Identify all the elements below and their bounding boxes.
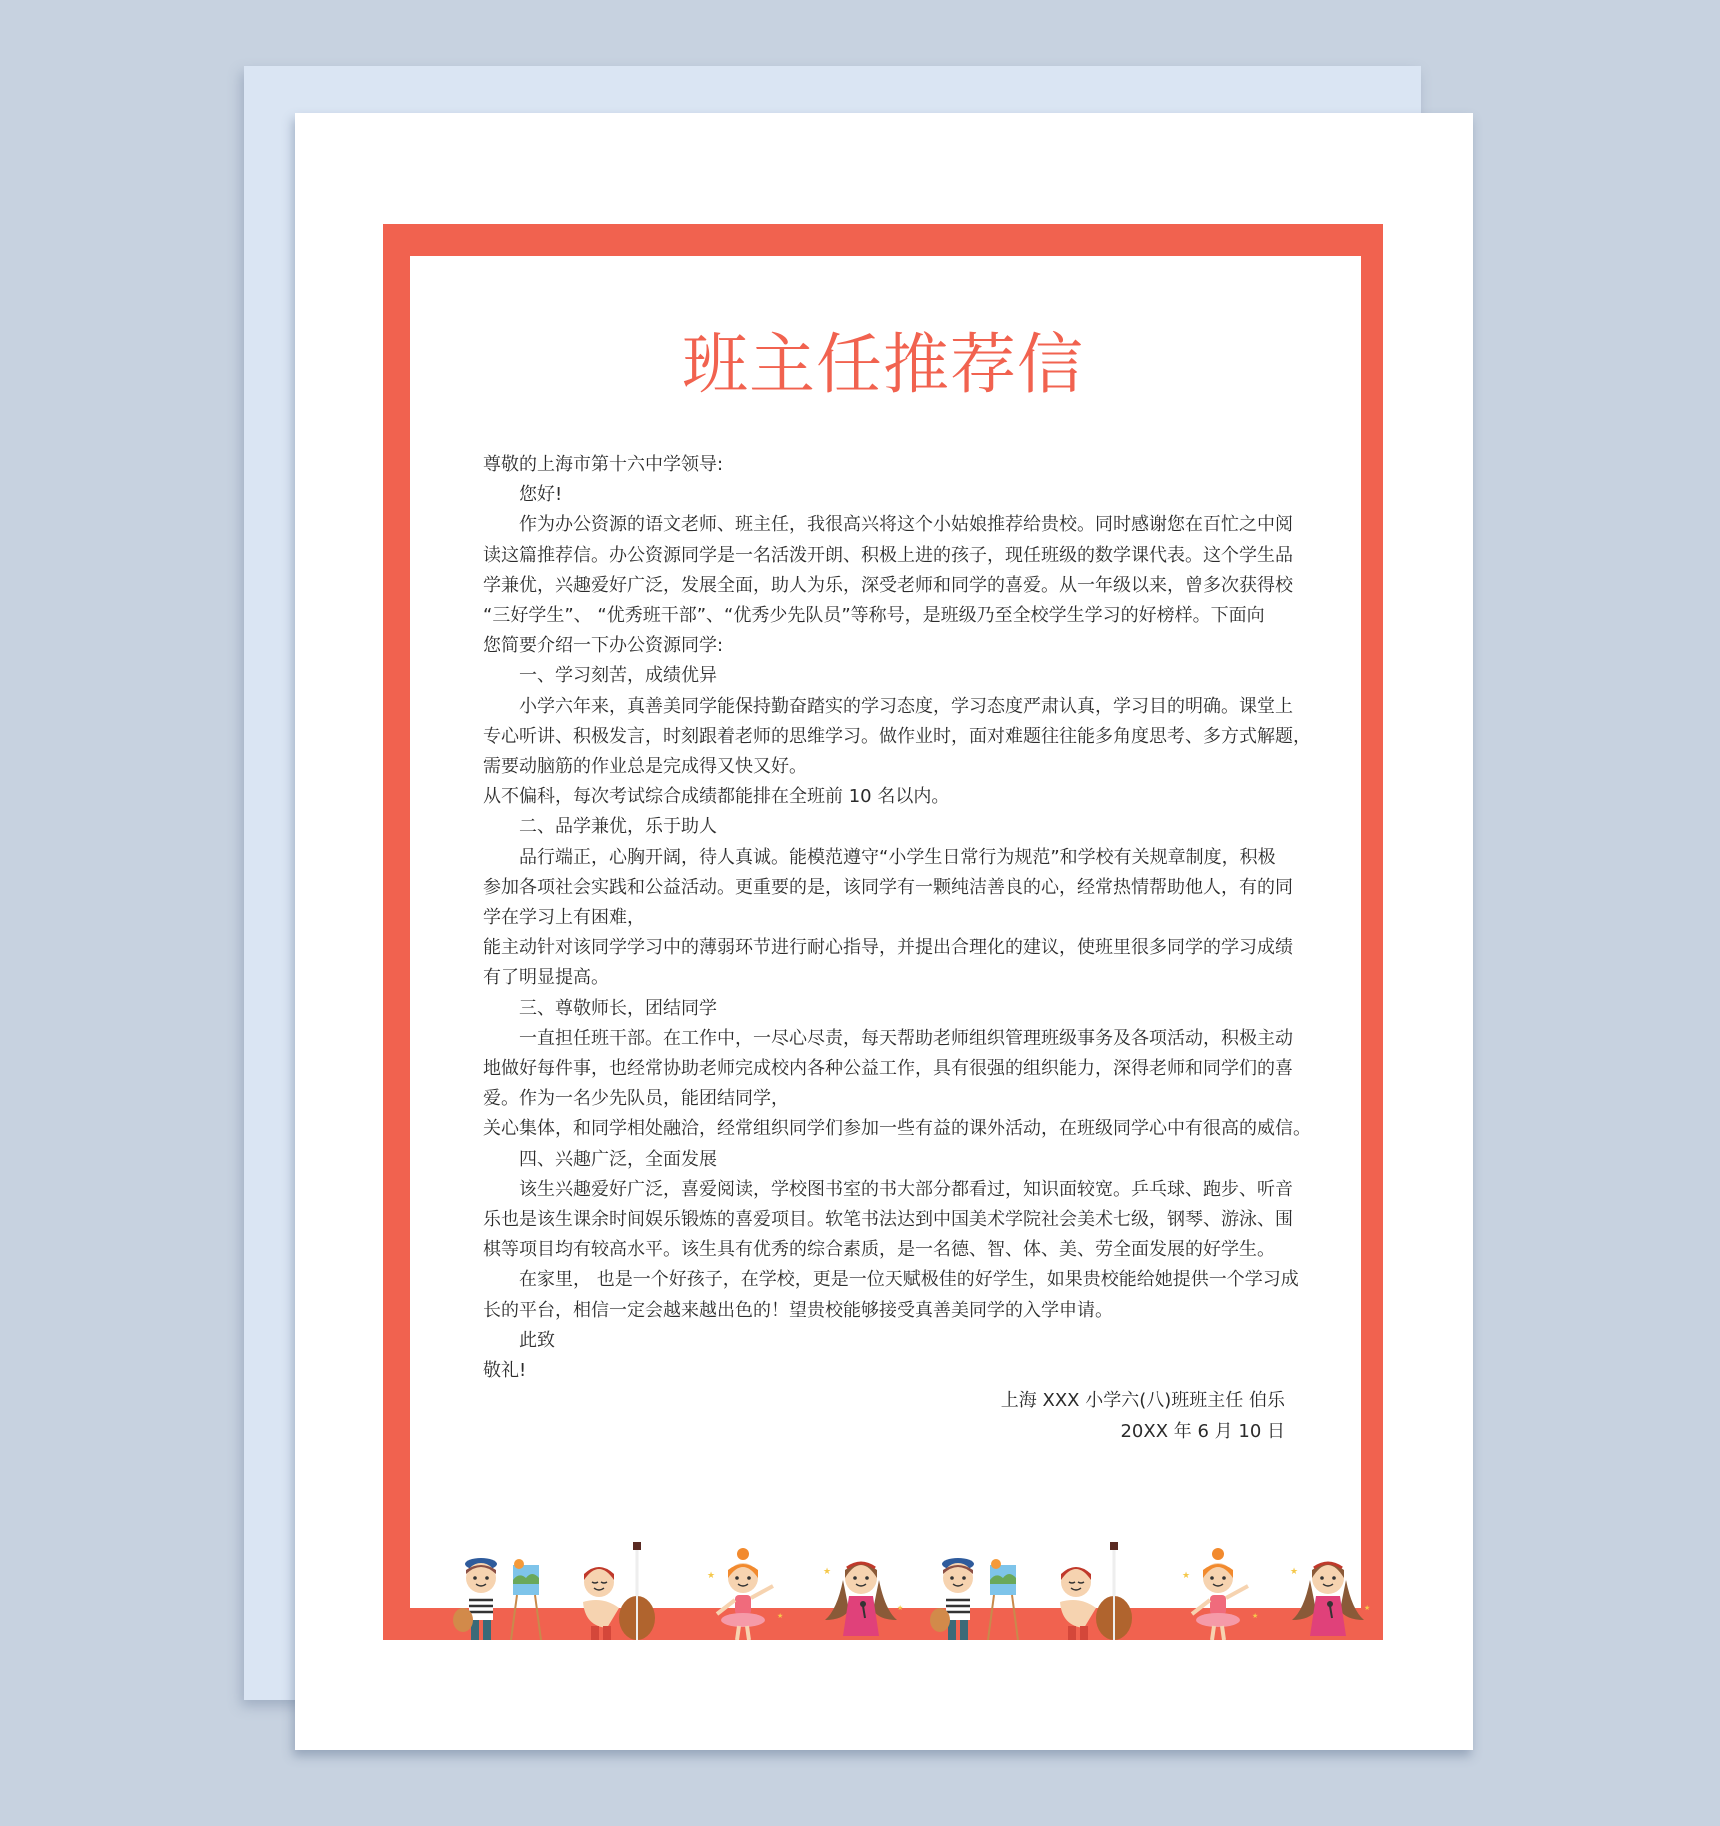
- section-1-line: 需要动脑筋的作业总是完成得又快又好。: [483, 756, 807, 778]
- section-4-line: 该生兴趣爱好广泛，喜爱阅读，学校图书室的书大部分都看过，知识面较宽。乒乓球、跑步、听音: [519, 1178, 1293, 1200]
- svg-text:★: ★: [707, 1571, 716, 1581]
- intro-line: 作为办公资源的语文老师、班主任，我很高兴将这个小姑娘推荐给贵校。同时感谢您在百忙之中阅: [519, 514, 1293, 536]
- letter-body: [483, 450, 1311, 1447]
- intro-line: “三好学生”、 “优秀班干部”、“优秀少先队员”等称号，是班级乃至全校学生学习的好榜样。下面向: [483, 605, 1265, 627]
- cellist-boy-illustration: [1048, 1540, 1148, 1640]
- section-4-line: 乐也是该生课余时间娱乐锻炼的喜爱项目。软笔书法达到中国美术学院社会美术七级，钢琴、游泳、围: [483, 1209, 1293, 1231]
- section-2-line: 学在学习上有困难，: [483, 907, 645, 929]
- intro-line: 读这篇推荐信。办公资源同学是一名活泼开朗、积极上进的孩子，现任班级的数学课代表。这个学生品: [483, 544, 1293, 566]
- intro-line: 您简要介绍一下办公资源同学:: [483, 635, 724, 657]
- painter-boy-illustration: [928, 1540, 1028, 1640]
- svg-text:★: ★: [823, 1567, 832, 1577]
- cellist-boy-illustration: [571, 1540, 671, 1640]
- section-3-line: 一直担任班干部。在工作中，一尽心尽责，每天帮助老师组织管理班级事务及各项活动，积极主动: [519, 1027, 1293, 1049]
- intro-line: 学兼优，兴趣爱好广泛，发展全面，助人为乐，深受老师和同学的喜爱。从一年级以来，曾多次获得校: [483, 574, 1293, 596]
- svg-text:★: ★: [1182, 1571, 1191, 1581]
- section-3-line: 爱。作为一名少先队员，能团结同学，: [483, 1088, 789, 1110]
- svg-text:★: ★: [1290, 1567, 1299, 1577]
- section-3-line: 地做好每件事，也经常协助老师完成校内各种公益工作，具有很强的组织能力，深得老师和同学们的喜: [483, 1058, 1293, 1080]
- illustration-row: [383, 1540, 1383, 1640]
- section-3-line: 关心集体，和同学相处融洽，经常组织同学们参加一些有益的课外活动，在班级同学心中有很高的威信。: [483, 1118, 1311, 1140]
- salutation: 尊敬的上海市第十六中学领导:: [483, 454, 724, 475]
- section-heading-3: 三、尊敬师长，团结同学: [519, 997, 717, 1019]
- section-1-line: 专心听讲、积极发言，时刻跟着老师的思维学习。做作业时，面对难题往往能多角度思考、多方式解题，: [483, 725, 1311, 747]
- singer-girl-illustration: [1278, 1540, 1378, 1640]
- section-4-line: 棋等项目均有较高水平。该生具有优秀的综合素质，是一名德、智、体、美、劳全面发展的好学生。: [483, 1239, 1275, 1261]
- svg-text:★: ★: [1364, 1604, 1371, 1612]
- section-1-line: 小学六年来，真善美同学能保持勤奋踏实的学习态度，学习态度严肃认真，学习目的明确。课堂上: [519, 695, 1293, 717]
- svg-text:★: ★: [1252, 1612, 1259, 1620]
- singer-girl-illustration: [811, 1540, 911, 1640]
- section-2-line: 有了明显提高。: [483, 967, 609, 989]
- section-2-line: 参加各项社会实践和公益活动。更重要的是，该同学有一颗纯洁善良的心，经常热情帮助他人，有的同: [483, 876, 1293, 898]
- section-heading-4: 四、兴趣广泛，全面发展: [519, 1148, 717, 1170]
- closing-line: 长的平台，相信一定会越来越出色的！望贵校能够接受真善美同学的入学申请。: [483, 1299, 1113, 1321]
- greeting: 您好!: [519, 484, 563, 506]
- svg-text:★: ★: [777, 1612, 784, 1620]
- section-2-line: 能主动针对该同学学习中的薄弱环节进行耐心指导，并提出合理化的建议，使班里很多同学的学习成绩: [483, 937, 1293, 959]
- painter-boy-illustration: [451, 1540, 551, 1640]
- signature: 上海 XXX 小学六(八)班班主任 伯乐: [1000, 1390, 1285, 1412]
- section-1-line: 从不偏科，每次考试综合成绩都能排在全班前 10 名以内。: [483, 786, 950, 808]
- ballerina-girl-illustration: [1168, 1540, 1268, 1640]
- page-title: 班主任推荐信: [682, 326, 1084, 403]
- sign-off-ci-zhi: 此致: [519, 1329, 555, 1351]
- ballerina-girl-illustration: [693, 1540, 793, 1640]
- closing-line: 在家里， 也是一个好孩子，在学校，更是一位天赋极佳的好学生，如果贵校能给她提供一个学习成: [519, 1269, 1299, 1291]
- section-heading-2: 二、品学兼优，乐于助人: [519, 816, 717, 838]
- section-2-line: 品行端正，心胸开阔，待人真诚。能模范遵守“小学生日常行为规范”和学校有关规章制度，积极: [519, 846, 1276, 868]
- section-heading-1: 一、学习刻苦，成绩优异: [519, 665, 717, 687]
- svg-text:★: ★: [897, 1604, 904, 1612]
- letter-date: 20XX 年 6 月 10 日: [1120, 1420, 1285, 1442]
- sign-off-jing-li: 敬礼!: [483, 1360, 527, 1382]
